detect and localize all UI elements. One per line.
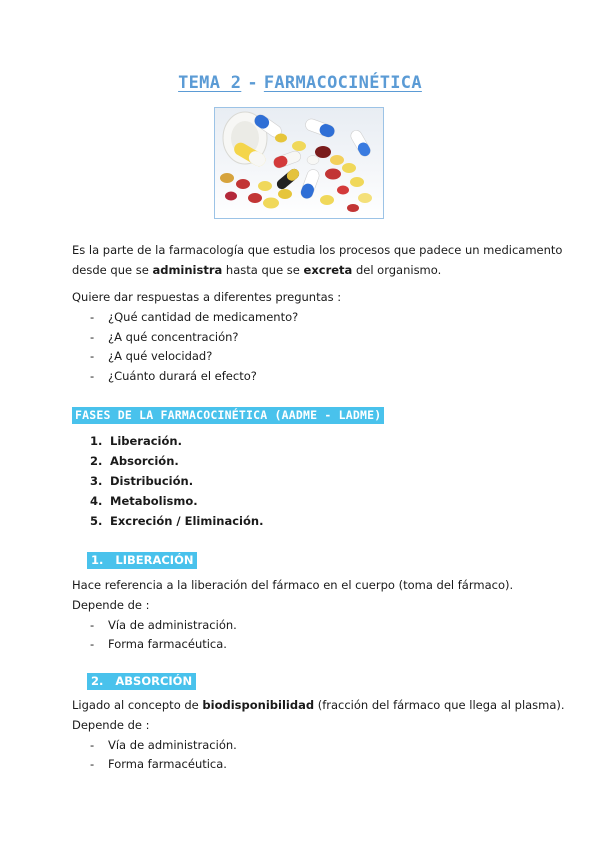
phase-label: Excreción / Eliminación. bbox=[110, 514, 264, 528]
list-item-text: Forma farmacéutica. bbox=[108, 637, 227, 651]
phase-label: Distribución. bbox=[110, 474, 194, 488]
absorcion-text: Ligado al concepto de bbox=[72, 698, 203, 712]
phase-number: 5. bbox=[90, 514, 103, 528]
list-item bbox=[90, 330, 239, 345]
liberacion-depends-label: Depende de : bbox=[72, 598, 150, 612]
list-item-text: ¿Cuánto durará el efecto? bbox=[108, 369, 257, 383]
list-item bbox=[90, 618, 237, 633]
phase-item bbox=[90, 434, 182, 449]
intro-text: hasta que se bbox=[222, 263, 304, 277]
phase-item bbox=[90, 494, 198, 509]
phase-number: 2. bbox=[90, 454, 103, 468]
list-item bbox=[90, 637, 227, 652]
phase-item bbox=[90, 474, 193, 489]
list-item-text: Vía de administración. bbox=[108, 618, 237, 632]
dash-bullet: - bbox=[90, 618, 95, 632]
liberacion-heading: 1. LIBERACIÓN bbox=[87, 552, 197, 569]
list-item bbox=[90, 757, 227, 772]
dash-bullet: - bbox=[90, 757, 95, 771]
pills-illustration-icon bbox=[215, 108, 384, 219]
intro-bold-administra: administra bbox=[152, 263, 223, 277]
phase-item bbox=[90, 454, 179, 469]
dash-bullet: - bbox=[90, 637, 95, 651]
phase-label: Absorción. bbox=[110, 454, 179, 468]
dash-bullet: - bbox=[90, 310, 95, 324]
questions-lead: Quiere dar respuestas a diferentes preguntas : bbox=[72, 290, 342, 304]
list-item-text: ¿Qué cantidad de medicamento? bbox=[108, 310, 299, 324]
intro-text: del organismo. bbox=[352, 263, 442, 277]
intro-line-2 bbox=[72, 263, 441, 278]
dash-bullet: - bbox=[90, 349, 95, 363]
absorcion-bold-biodisponibilidad: biodisponibilidad bbox=[202, 698, 315, 712]
list-item bbox=[90, 738, 237, 753]
phase-item bbox=[90, 514, 263, 529]
phases-heading: FASES DE LA FARMACOCINÉTICA (AADME - LADME) bbox=[72, 407, 384, 424]
dash-bullet: - bbox=[90, 738, 95, 752]
title-subject: FARMACOCINÉTICA bbox=[263, 73, 422, 93]
phase-number: 3. bbox=[90, 474, 103, 488]
phase-number: 4. bbox=[90, 494, 103, 508]
intro-line-1: Es la parte de la farmacología que estudia los procesos que padece un medicamento bbox=[72, 243, 563, 257]
title-separator: - bbox=[247, 73, 258, 93]
liberacion-description: Hace referencia a la liberación del fármaco en el cuerpo (toma del fármaco). bbox=[72, 578, 514, 592]
intro-bold-excreta: excreta bbox=[303, 263, 353, 277]
list-item-text: Forma farmacéutica. bbox=[108, 757, 227, 771]
absorcion-text: (fracción del fármaco que llega al plasma). bbox=[314, 698, 565, 712]
absorcion-description bbox=[72, 698, 565, 713]
intro-text: desde que se bbox=[72, 263, 153, 277]
phase-label: Liberación. bbox=[110, 434, 182, 448]
dash-bullet: - bbox=[90, 369, 95, 383]
list-item bbox=[90, 369, 257, 384]
dash-bullet: - bbox=[90, 330, 95, 344]
list-item-text: ¿A qué velocidad? bbox=[108, 349, 213, 363]
list-item-text: ¿A qué concentración? bbox=[108, 330, 239, 344]
absorcion-heading: 2. ABSORCIÓN bbox=[87, 673, 196, 690]
absorcion-depends-label: Depende de : bbox=[72, 718, 150, 732]
phase-number: 1. bbox=[90, 434, 103, 448]
page-title bbox=[0, 73, 600, 93]
title-topic: TEMA 2 bbox=[178, 73, 242, 93]
list-item bbox=[90, 310, 298, 325]
list-item bbox=[90, 349, 212, 364]
pills-photo bbox=[214, 107, 384, 219]
list-item-text: Vía de administración. bbox=[108, 738, 237, 752]
phase-label: Metabolismo. bbox=[110, 494, 198, 508]
